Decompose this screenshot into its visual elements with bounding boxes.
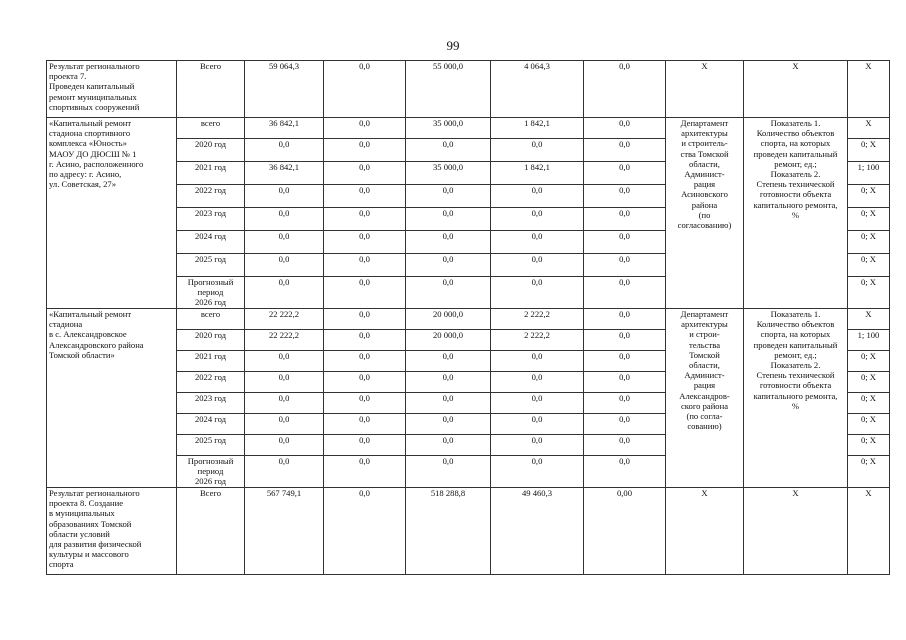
object-2-regional: 0,0 — [406, 393, 491, 414]
object-1-value: 0; Х — [848, 231, 890, 254]
object-1-other: 0,0 — [584, 185, 666, 208]
object-1-regional: 0,0 — [406, 231, 491, 254]
result-7-period: Всего — [177, 61, 245, 118]
object-1-other: 0,0 — [584, 208, 666, 231]
result-8-executor: Х — [666, 488, 744, 575]
result-7-row — [47, 61, 890, 118]
object-1-total: 0,0 — [245, 231, 324, 254]
object-1-local: 1 842,1 — [491, 162, 584, 185]
object-1-regional: 0,0 — [406, 254, 491, 277]
object-1-local: 0,0 — [491, 231, 584, 254]
object-2-value: 0; Х — [848, 393, 890, 414]
result-7-total: 59 064,3 — [245, 61, 324, 118]
object-1-other: 0,0 — [584, 162, 666, 185]
object-2-federal: 0,0 — [324, 435, 406, 456]
object-2-regional: 0,0 — [406, 372, 491, 393]
object-1-period: 2021 год — [177, 162, 245, 185]
object-2-other: 0,0 — [584, 309, 666, 330]
object-1-period: 2022 год — [177, 185, 245, 208]
object-2-executor: Департамент архитектуры и строи- тельства Томской области, Админист- рация Александров- ского района (по согла- сованию) — [666, 309, 744, 488]
object-2-value: Х — [848, 309, 890, 330]
object-2-regional: 0,0 — [406, 414, 491, 435]
object-1-period: 2023 год — [177, 208, 245, 231]
object-2-total: 0,0 — [245, 456, 324, 488]
result-7-local: 4 064,3 — [491, 61, 584, 118]
object-2-other: 0,0 — [584, 456, 666, 488]
object-2-value: 0; Х — [848, 372, 890, 393]
object-1-federal: 0,0 — [324, 162, 406, 185]
result-8-period: Всего — [177, 488, 245, 575]
object-2-total: 22 222,2 — [245, 309, 324, 330]
object-2-period: 2025 год — [177, 435, 245, 456]
object-1-local: 1 842,1 — [491, 118, 584, 139]
result-8-federal: 0,0 — [324, 488, 406, 575]
object-2-regional: 0,0 — [406, 435, 491, 456]
object-1-federal: 0,0 — [324, 254, 406, 277]
object-1-regional: 0,0 — [406, 277, 491, 309]
object-2-local: 0,0 — [491, 351, 584, 372]
object-1-value: 0; Х — [848, 139, 890, 162]
object-2-period: всего — [177, 309, 245, 330]
object-2-federal: 0,0 — [324, 414, 406, 435]
object-2-local: 0,0 — [491, 456, 584, 488]
object-1-federal: 0,0 — [324, 139, 406, 162]
object-1-value: 0; Х — [848, 277, 890, 309]
object-2-value: 0; Х — [848, 414, 890, 435]
object-1-local: 0,0 — [491, 277, 584, 309]
object-1-period: 2020 год — [177, 139, 245, 162]
object-1-total: 36 842,1 — [245, 118, 324, 139]
result-7-federal: 0,0 — [324, 61, 406, 118]
object-2-total: 0,0 — [245, 435, 324, 456]
object-2-federal: 0,0 — [324, 309, 406, 330]
object-1-regional: 35 000,0 — [406, 162, 491, 185]
object-1-value: 0; Х — [848, 208, 890, 231]
object-1-regional: 0,0 — [406, 208, 491, 231]
object-2-regional: 20 000,0 — [406, 330, 491, 351]
object-2-local: 2 222,2 — [491, 309, 584, 330]
object-2-period: 2021 год — [177, 351, 245, 372]
object-2-regional: 0,0 — [406, 351, 491, 372]
object-1-value: 0; Х — [848, 185, 890, 208]
object-1-local: 0,0 — [491, 139, 584, 162]
object-2-row — [47, 309, 890, 330]
result-7-value: Х — [848, 61, 890, 118]
object-1-federal: 0,0 — [324, 185, 406, 208]
object-1-total: 0,0 — [245, 185, 324, 208]
object-2-local: 0,0 — [491, 414, 584, 435]
object-2-federal: 0,0 — [324, 456, 406, 488]
object-1-executor: Департамент архитектуры и строитель- ства Томской области, Админист- рация Асиновского района (по согласованию) — [666, 118, 744, 309]
object-2-other: 0,0 — [584, 435, 666, 456]
object-1-total: 0,0 — [245, 208, 324, 231]
object-1-name: «Капитальный ремонт стадиона спортивного комплекса «Юность» МАОУ ДО ДЮСШ № 1 г. Асино, расположенного по адресу: г. Асино, ул. Советская, 27» — [47, 118, 177, 309]
object-2-other: 0,0 — [584, 414, 666, 435]
object-2-federal: 0,0 — [324, 393, 406, 414]
object-1-other: 0,0 — [584, 254, 666, 277]
result-7-name: Результат регионального проекта 7. Проведен капитальный ремонт муниципальных спортивных сооружений — [47, 61, 177, 118]
object-1-period: Прогнозный период 2026 год — [177, 277, 245, 309]
object-2-federal: 0,0 — [324, 330, 406, 351]
object-1-federal: 0,0 — [324, 277, 406, 309]
object-1-regional: 35 000,0 — [406, 118, 491, 139]
object-2-total: 0,0 — [245, 393, 324, 414]
object-1-total: 36 842,1 — [245, 162, 324, 185]
object-1-regional: 0,0 — [406, 139, 491, 162]
object-1-value: Х — [848, 118, 890, 139]
object-2-local: 0,0 — [491, 393, 584, 414]
object-1-other: 0,0 — [584, 118, 666, 139]
object-2-total: 0,0 — [245, 414, 324, 435]
object-1-federal: 0,0 — [324, 231, 406, 254]
object-1-total: 0,0 — [245, 254, 324, 277]
object-2-value: 0; Х — [848, 351, 890, 372]
object-1-period: 2024 год — [177, 231, 245, 254]
object-1-row — [47, 118, 890, 139]
object-1-local: 0,0 — [491, 254, 584, 277]
object-1-federal: 0,0 — [324, 118, 406, 139]
object-2-federal: 0,0 — [324, 351, 406, 372]
object-2-other: 0,0 — [584, 393, 666, 414]
object-2-regional: 0,0 — [406, 456, 491, 488]
object-2-value: 0; Х — [848, 435, 890, 456]
object-2-period: 2020 год — [177, 330, 245, 351]
object-2-total: 0,0 — [245, 351, 324, 372]
object-2-total: 0,0 — [245, 372, 324, 393]
object-1-federal: 0,0 — [324, 208, 406, 231]
result-8-row — [47, 488, 890, 575]
object-1-total: 0,0 — [245, 139, 324, 162]
object-1-local: 0,0 — [491, 208, 584, 231]
object-2-period: 2024 год — [177, 414, 245, 435]
object-2-value: 0; Х — [848, 456, 890, 488]
object-1-other: 0,0 — [584, 277, 666, 309]
object-2-other: 0,0 — [584, 372, 666, 393]
object-2-federal: 0,0 — [324, 372, 406, 393]
object-2-total: 22 222,2 — [245, 330, 324, 351]
object-1-total: 0,0 — [245, 277, 324, 309]
object-1-local: 0,0 — [491, 185, 584, 208]
object-2-other: 0,0 — [584, 351, 666, 372]
object-1-period: всего — [177, 118, 245, 139]
object-2-period: Прогнозный период 2026 год — [177, 456, 245, 488]
result-8-other: 0,00 — [584, 488, 666, 575]
object-1-other: 0,0 — [584, 139, 666, 162]
object-1-value: 0; Х — [848, 254, 890, 277]
result-8-local: 49 460,3 — [491, 488, 584, 575]
object-2-period: 2022 год — [177, 372, 245, 393]
object-1-period: 2025 год — [177, 254, 245, 277]
object-1-regional: 0,0 — [406, 185, 491, 208]
result-8-name: Результат регионального проекта 8. Создание в муниципальных образованиях Томской области условий для развития физической культуры и массового спорта — [47, 488, 177, 575]
page-number: 99 — [446, 38, 460, 53]
result-8-value: Х — [848, 488, 890, 575]
result-8-total: 567 749,1 — [245, 488, 324, 575]
object-1-indicator: Показатель 1. Количество объектов спорта, на которых проведен капитальный ремонт, ед.; Показатель 2. Степень технической готовности объекта капитального ремонта, % — [744, 118, 848, 309]
result-7-regional: 55 000,0 — [406, 61, 491, 118]
result-7-other: 0,0 — [584, 61, 666, 118]
budget-table — [46, 60, 890, 575]
result-8-regional: 518 288,8 — [406, 488, 491, 575]
object-2-other: 0,0 — [584, 330, 666, 351]
object-2-value: 1; 100 — [848, 330, 890, 351]
object-2-period: 2023 год — [177, 393, 245, 414]
object-2-local: 2 222,2 — [491, 330, 584, 351]
object-2-indicator: Показатель 1. Количество объектов спорта, на которых проведен капитальный ремонт, ед.; Показатель 2. Степень технической готовности объекта капитального ремонта, % — [744, 309, 848, 488]
object-2-local: 0,0 — [491, 435, 584, 456]
result-7-executor: Х — [666, 61, 744, 118]
object-1-value: 1; 100 — [848, 162, 890, 185]
object-2-regional: 20 000,0 — [406, 309, 491, 330]
object-2-name: «Капитальный ремонт стадиона в с. Александровское Александровского района Томской области» — [47, 309, 177, 488]
result-8-indicator: Х — [744, 488, 848, 575]
object-1-other: 0,0 — [584, 231, 666, 254]
result-7-indicator: Х — [744, 61, 848, 118]
object-2-local: 0,0 — [491, 372, 584, 393]
